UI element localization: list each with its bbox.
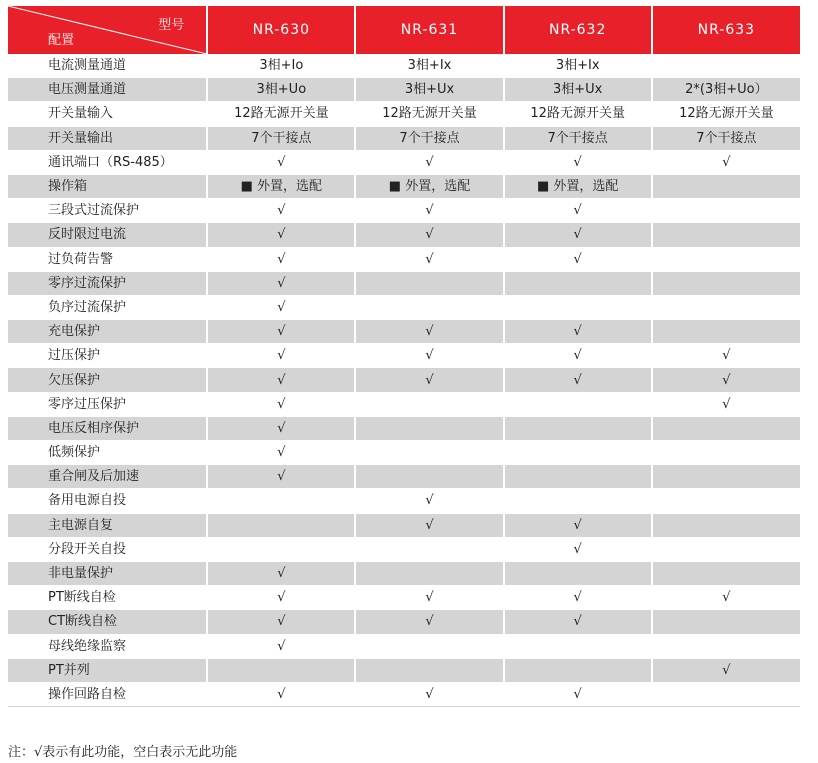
value-cell: 12路无源开关量	[652, 102, 800, 126]
value-cell: √	[504, 513, 652, 537]
value-cell: √	[207, 586, 355, 610]
table-row	[8, 368, 800, 392]
feature-cell: 负序过流保护	[8, 295, 207, 319]
table-row	[8, 489, 800, 513]
value-cell: √	[207, 247, 355, 271]
value-cell: ■ 外置，选配	[207, 174, 355, 198]
value-cell	[504, 658, 652, 682]
table-row	[8, 441, 800, 465]
value-cell	[652, 416, 800, 440]
value-cell	[504, 441, 652, 465]
value-cell: √	[652, 150, 800, 174]
value-cell: 7个干接点	[355, 126, 503, 150]
feature-cell: 电流测量通道	[8, 54, 207, 78]
feature-cell: 操作回路自检	[8, 682, 207, 706]
value-cell: √	[504, 537, 652, 561]
corner-label-config: 配置	[48, 33, 75, 48]
value-cell: √	[207, 271, 355, 295]
value-cell	[652, 247, 800, 271]
value-cell	[355, 271, 503, 295]
model-header: NR-632	[504, 6, 652, 54]
table-row	[8, 658, 800, 682]
value-cell	[504, 295, 652, 319]
value-cell: √	[504, 368, 652, 392]
value-cell	[652, 174, 800, 198]
value-cell: 12路无源开关量	[355, 102, 503, 126]
model-header: NR-630	[207, 6, 355, 54]
value-cell: √	[652, 368, 800, 392]
table-row	[8, 320, 800, 344]
value-cell: 12路无源开关量	[504, 102, 652, 126]
value-cell: √	[355, 489, 503, 513]
value-cell	[355, 416, 503, 440]
value-cell: ■ 外置，选配	[355, 174, 503, 198]
value-cell: √	[207, 392, 355, 416]
feature-cell: PT断线自检	[8, 586, 207, 610]
value-cell: √	[355, 150, 503, 174]
value-cell: √	[652, 586, 800, 610]
value-cell: √	[355, 513, 503, 537]
table-row	[8, 682, 800, 706]
value-cell: √	[355, 199, 503, 223]
table-row	[8, 586, 800, 610]
value-cell: √	[355, 682, 503, 706]
value-cell	[652, 295, 800, 319]
value-cell: 7个干接点	[207, 126, 355, 150]
value-cell: √	[207, 682, 355, 706]
feature-cell: 过负荷告警	[8, 247, 207, 271]
value-cell: 3相+Io	[207, 54, 355, 78]
value-cell: 3相+Ux	[504, 78, 652, 102]
value-cell: √	[504, 610, 652, 634]
value-cell: √	[355, 344, 503, 368]
value-cell	[652, 465, 800, 489]
value-cell	[355, 392, 503, 416]
value-cell: √	[652, 344, 800, 368]
value-cell	[207, 537, 355, 561]
table-row	[8, 392, 800, 416]
value-cell: √	[355, 223, 503, 247]
feature-cell: 低频保护	[8, 441, 207, 465]
value-cell	[504, 465, 652, 489]
value-cell: √	[207, 150, 355, 174]
value-cell	[355, 537, 503, 561]
value-cell	[652, 271, 800, 295]
feature-cell: PT并列	[8, 658, 207, 682]
value-cell: √	[207, 610, 355, 634]
value-cell: √	[207, 344, 355, 368]
value-cell: √	[504, 586, 652, 610]
value-cell: ■ 外置，选配	[504, 174, 652, 198]
value-cell	[504, 416, 652, 440]
value-cell	[355, 465, 503, 489]
feature-cell: 备用电源自投	[8, 489, 207, 513]
feature-cell: CT断线自检	[8, 610, 207, 634]
value-cell	[652, 489, 800, 513]
value-cell: √	[207, 634, 355, 658]
value-cell	[504, 561, 652, 585]
model-header: NR-633	[652, 6, 800, 54]
value-cell: √	[504, 199, 652, 223]
value-cell	[652, 561, 800, 585]
value-cell: √	[207, 320, 355, 344]
table-row	[8, 78, 800, 102]
value-cell: √	[355, 610, 503, 634]
value-cell	[652, 223, 800, 247]
value-cell: √	[355, 586, 503, 610]
value-cell	[504, 489, 652, 513]
value-cell	[504, 634, 652, 658]
feature-cell: 三段式过流保护	[8, 199, 207, 223]
feature-cell: 开关量输入	[8, 102, 207, 126]
value-cell: √	[504, 344, 652, 368]
feature-cell: 电压测量通道	[8, 78, 207, 102]
value-cell: 7个干接点	[504, 126, 652, 150]
value-cell: 3相+Ix	[504, 54, 652, 78]
value-cell: 3相+Ix	[355, 54, 503, 78]
value-cell	[652, 682, 800, 706]
value-cell: √	[504, 247, 652, 271]
value-cell	[652, 441, 800, 465]
table-row	[8, 199, 800, 223]
value-cell: √	[504, 223, 652, 247]
table-row	[8, 223, 800, 247]
value-cell: √	[207, 199, 355, 223]
value-cell: √	[652, 392, 800, 416]
value-cell: √	[207, 465, 355, 489]
value-cell	[355, 634, 503, 658]
value-cell: √	[207, 416, 355, 440]
value-cell	[355, 658, 503, 682]
value-cell	[504, 271, 652, 295]
value-cell	[652, 537, 800, 561]
table-row	[8, 295, 800, 319]
value-cell	[652, 320, 800, 344]
value-cell: √	[355, 247, 503, 271]
feature-cell: 反时限过电流	[8, 223, 207, 247]
value-cell: √	[207, 295, 355, 319]
spec-table	[8, 6, 800, 707]
table-row	[8, 174, 800, 198]
table-bottom-rule	[8, 706, 800, 707]
footnote: 注：√表示有此功能，空白表示无此功能	[8, 745, 238, 760]
value-cell: √	[355, 320, 503, 344]
table-row	[8, 416, 800, 440]
value-cell: 3相+Ux	[355, 78, 503, 102]
feature-cell: 开关量输出	[8, 126, 207, 150]
feature-cell: 通讯端口（RS-485）	[8, 150, 207, 174]
table-row	[8, 102, 800, 126]
feature-cell: 重合闸及后加速	[8, 465, 207, 489]
feature-cell: 母线绝缘监察	[8, 634, 207, 658]
value-cell: √	[207, 223, 355, 247]
table-row	[8, 54, 800, 78]
value-cell: √	[207, 441, 355, 465]
value-cell	[355, 561, 503, 585]
table-row	[8, 513, 800, 537]
table-row	[8, 126, 800, 150]
table-row	[8, 465, 800, 489]
value-cell	[652, 199, 800, 223]
value-cell	[355, 295, 503, 319]
table-row	[8, 610, 800, 634]
feature-cell: 主电源自复	[8, 513, 207, 537]
feature-cell: 电压反相序保护	[8, 416, 207, 440]
header-row	[8, 6, 800, 54]
value-cell	[207, 658, 355, 682]
value-cell	[355, 441, 503, 465]
feature-cell: 欠压保护	[8, 368, 207, 392]
table-row	[8, 561, 800, 585]
feature-cell: 操作箱	[8, 174, 207, 198]
model-header: NR-631	[355, 6, 503, 54]
value-cell	[652, 513, 800, 537]
table-row	[8, 271, 800, 295]
corner-label-model: 型号	[158, 18, 185, 33]
value-cell	[207, 489, 355, 513]
value-cell: 2*(3相+Uo）	[652, 78, 800, 102]
value-cell	[652, 610, 800, 634]
value-cell	[207, 513, 355, 537]
table-row	[8, 537, 800, 561]
value-cell	[652, 634, 800, 658]
value-cell: 3相+Uo	[207, 78, 355, 102]
corner-header	[8, 6, 207, 54]
value-cell: √	[504, 682, 652, 706]
feature-cell: 非电量保护	[8, 561, 207, 585]
value-cell: 7个干接点	[652, 126, 800, 150]
table-row	[8, 344, 800, 368]
value-cell: √	[207, 368, 355, 392]
feature-cell: 过压保护	[8, 344, 207, 368]
value-cell	[504, 392, 652, 416]
value-cell: √	[504, 150, 652, 174]
value-cell: 12路无源开关量	[207, 102, 355, 126]
feature-cell: 零序过流保护	[8, 271, 207, 295]
table-row	[8, 150, 800, 174]
value-cell: √	[652, 658, 800, 682]
table-row	[8, 247, 800, 271]
value-cell: √	[207, 561, 355, 585]
feature-cell: 充电保护	[8, 320, 207, 344]
value-cell: √	[355, 368, 503, 392]
table-row	[8, 634, 800, 658]
value-cell	[652, 54, 800, 78]
feature-cell: 零序过压保护	[8, 392, 207, 416]
value-cell: √	[504, 320, 652, 344]
feature-cell: 分段开关自投	[8, 537, 207, 561]
